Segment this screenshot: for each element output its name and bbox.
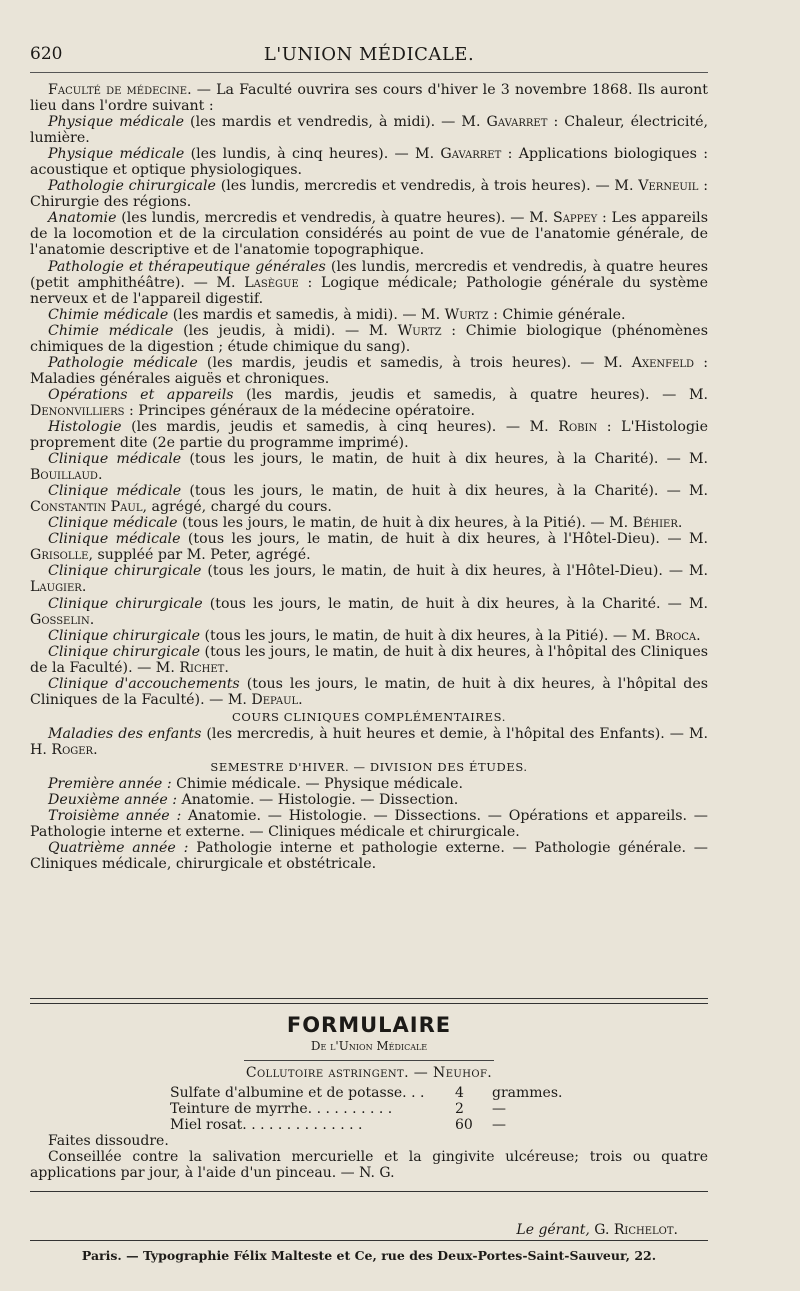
ingredient-name: Sulfate d'albumine et de potasse. . . [170,1085,425,1101]
course-schedule: (tous les jours, le matin, de huit à dix heures, à l'hôpital des Cliniques de la Faculté). — M. [30,643,708,676]
course-subject: Clinique médicale [48,451,182,468]
formulaire-rule [244,1060,494,1061]
footer-rule [30,1240,708,1241]
course-subject: Clinique chirurgicale [48,643,201,660]
course-subject: Physique médicale [48,114,184,131]
course-entry [30,307,708,323]
course-topic: : Maladies générales aiguës et chroniques. [30,354,708,387]
complementary-list [30,726,708,758]
course-professor: H. Roger [30,741,94,758]
ingredient-row [30,1101,708,1117]
formulaire-title: FORMULAIRE [286,1013,452,1037]
course-subject: Physique médicale [48,146,185,163]
course-subject: Clinique chirurgicale [48,563,202,580]
course-entry [30,259,708,307]
course-schedule: (les lundis, mercredis et vendredis, à quatre heures). — M. [116,210,553,227]
course-professor: Axenfeld [631,354,695,371]
course-topic: . [89,611,95,628]
gerant-label: Le gérant, [516,1222,590,1238]
course-entry [30,323,708,355]
study-year-entry [30,792,708,808]
course-entry [30,178,708,210]
study-year-entry [30,808,708,840]
course-entry [30,483,708,515]
course-professor: Denonvilliers [30,402,125,419]
course-entry [30,563,708,595]
course-schedule: (les mardis, jeudis et samedis, à trois heures). — M. [197,354,632,371]
course-topic: : Les appareils de la locomotion et de la circulation considérés au point de vue de l'anatomie générale, de l'anatomie descriptive et de l'anatomie topographique. [30,210,708,259]
ingredient-quantity: 60 [455,1117,473,1133]
course-topic: . [97,467,103,484]
ingredient-row [30,1085,708,1101]
page-number: 620 [30,44,63,64]
course-subject: Chimie médicale [48,306,169,323]
course-schedule: (les mardis, jeudis et samedis, à cinq heures). — M. [121,418,559,435]
course-subject: Clinique chirurgicale [48,595,203,612]
course-topic: : Principes généraux de la médecine opératoire. [124,402,475,419]
course-subject: Clinique médicale [48,531,181,548]
course-professor: Richet [179,659,225,676]
recipe-note: Conseillée contre la salivation mercurielle et la gingivite ulcéreuse; trois ou quatre applications par jour, à l'aide d'un pinceau. — N. G. [30,1149,708,1181]
course-topic: : Chaleur, électricité, lumière. [30,114,708,147]
course-professor: Sappey [552,210,598,227]
ingredient-unit: grammes. [492,1085,563,1101]
course-topic: : Chirurgie des régions. [30,178,708,211]
course-schedule: (les mardis et samedis, à midi). — M. [168,306,445,323]
course-topic: . [696,627,701,644]
course-schedule: (tous les jours, le matin, de huit à dix heures, à la Pitié). — M. [200,627,656,644]
course-topic: : Chimie générale. [488,306,626,323]
course-schedule: (les lundis, à cinq heures). — M. [184,146,441,163]
course-subject: Clinique d'accouchements [48,675,240,692]
course-professor: Constantin Paul [30,499,143,516]
complementary-heading: COURS CLINIQUES COMPLÉMENTAIRES. [231,709,506,724]
ingredient-unit: — [492,1117,506,1133]
gerant-name: G. Richelot. [594,1222,678,1238]
course-topic: : Logique médicale; Pathologie générale du système nerveux et de l'appareil digestif. [30,274,708,307]
year-label: Troisième année : [48,808,182,825]
formulaire-bottom-rule [30,1191,708,1192]
study-year-entry [30,776,708,792]
course-topic: . [93,741,98,758]
printer-imprint: Paris. — Typographie Félix Malteste et Ce, rue des Deux-Portes-Saint-Sauveur, 22. [81,1248,657,1263]
course-schedule: (les mardis, jeudis et samedis, à quatre heures). — M. [233,386,709,403]
recipe-title: Collutoire astringent. — Neuhof. [245,1065,493,1081]
journal-title: L'UNION MÉDICALE. [263,44,475,65]
ingredient-row [30,1117,708,1133]
course-professor: Gavarret [440,146,502,163]
course-professor: Wurtz [444,306,489,323]
course-schedule: (les jeudis, à midi). — M. [173,322,398,339]
study-year-entry [30,840,708,872]
course-subject: Pathologie et thérapeutique générales [48,258,326,275]
course-entry [30,726,708,758]
course-schedule: (les mardis et vendredis, à midi). — M. [184,114,487,131]
year-subjects: Pathologie interne et pathologie externe. — Pathologie générale. — Cliniques médicale, chirurgicale et obstétricale. [30,840,708,873]
course-topic: . [677,515,683,532]
course-subject: Clinique médicale [48,515,178,532]
semester-heading: SEMESTRE D'HIVER. — DIVISION DES ÉTUDES. [210,759,528,774]
course-subject: Anatomie [48,210,117,227]
formulaire-subtitle: De l'Union Médicale [310,1039,428,1053]
course-professor: Lasègue [244,274,299,291]
faculty-intro: Faculté de médecine. — La Faculté ouvrira ses cours d'hiver le 3 novembre 1868. Ils auront lieu dans l'ordre suivant : [30,82,709,115]
course-subject: Maladies des enfants [48,725,202,742]
year-label: Première année : [48,776,172,793]
course-schedule: (tous les jours, le matin, de huit à dix heures, à l'Hôtel-Dieu). — M. [201,563,708,580]
section-divider [30,998,708,1004]
course-entry [30,146,708,178]
course-professor: Laugier [30,579,82,596]
recipe-instructions: Faites dissoudre. [48,1133,169,1149]
course-schedule: (tous les jours, le matin, de huit à dix heures, à la Charité). — M. [181,451,708,468]
course-topic: : Applications biologiques : acoustique et optique physiologiques. [30,146,708,179]
course-subject: Pathologie médicale [48,354,198,371]
course-entry [30,531,708,563]
course-entry [30,210,708,258]
course-subject: Pathologie chirurgicale [48,178,216,195]
course-topic: : Chimie biologique (phénomènes chimiques de la digestion ; étude chimique du sang). [30,322,708,355]
course-professor: Gosselin [30,611,90,628]
course-entry [30,114,708,146]
course-schedule: (les mercredis, à huit heures et demie, à l'hôpital des Enfants). — M. [201,725,709,742]
course-professor: Robin [558,418,598,435]
year-label: Deuxième année : [48,792,178,809]
formulaire-section [30,1012,708,1194]
course-entry [30,355,708,387]
course-entry [30,596,708,628]
course-entry [30,515,708,531]
course-topic: . [298,691,303,708]
course-topic: , suppléé par M. Peter, agrégé. [88,547,311,564]
course-schedule: (tous les jours, le matin, de huit à dix heures, à la Charité). — M. [181,483,708,500]
course-entry [30,419,708,451]
course-topic: : L'Histologie proprement dite (2e partie du programme imprimé). [30,418,708,452]
year-label: Quatrième année : [48,840,189,857]
course-schedule: (tous les jours, le matin, de huit à dix heures, à l'Hôtel-Dieu). — M. [180,531,708,548]
course-subject: Histologie [48,418,122,435]
course-subject: Clinique chirurgicale [48,627,201,644]
course-entry [30,644,708,676]
course-entry [30,451,708,483]
course-entry [30,387,708,419]
course-topic: . [224,659,229,676]
course-list [30,114,708,708]
course-subject: Chimie médicale [48,322,174,339]
course-topic: . [81,579,87,596]
year-subjects: Anatomie. — Histologie. — Dissections. — Opérations et appareils. — Pathologie interne et externe. — Cliniques médicale et chirurgicale. [30,808,708,841]
course-schedule: (les lundis, mercredis et vendredis, à quatre heures (petit amphithéâtre). — M. [30,258,708,291]
course-entry [30,676,708,708]
ingredient-list [30,1085,708,1133]
course-professor: Wurtz [397,322,442,339]
course-subject: Clinique médicale [48,483,182,500]
course-professor: Verneuil [638,178,699,195]
year-subjects: Chimie médicale. — Physique médicale. [171,776,464,793]
ingredient-quantity: 2 [455,1101,464,1117]
course-schedule: (les lundis, mercredis et vendredis, à trois heures). — M. [215,178,639,195]
course-entry [30,628,708,644]
course-subject: Opérations et appareils [48,386,234,403]
year-subjects: Anatomie. — Histologie. — Dissection. [177,792,459,809]
course-professor: Grisolle [30,547,89,564]
gerant-line [516,1222,678,1238]
course-topic: , agrégé, chargé du cours. [142,499,332,516]
course-professor: Depaul [251,691,299,708]
ingredient-unit: — [492,1101,506,1117]
header-rule [30,72,708,73]
course-professor: Broca [655,627,697,644]
ingredient-name: Miel rosat. . . . . . . . . . . . . . [170,1117,363,1133]
year-list [30,776,708,872]
faculty-article [30,82,708,872]
course-schedule: (tous les jours, le matin, de huit à dix heures, à la Pitié). — M. [177,515,633,532]
ingredient-quantity: 4 [455,1085,464,1101]
faculty-title: Faculté de médecine. [48,82,192,98]
running-head [30,44,708,68]
ingredient-name: Teinture de myrrhe. . . . . . . . . . [170,1101,393,1117]
course-professor: Bouillaud [30,467,98,484]
course-schedule: (tous les jours, le matin, de huit à dix heures, à l'hôpital des Cliniques de la Faculté). — M. [30,675,708,708]
course-professor: Béhier [632,515,678,532]
course-professor: Gavarret [486,114,548,131]
course-schedule: (tous les jours, le matin, de huit à dix heures, à la Charité. — M. [202,595,708,612]
